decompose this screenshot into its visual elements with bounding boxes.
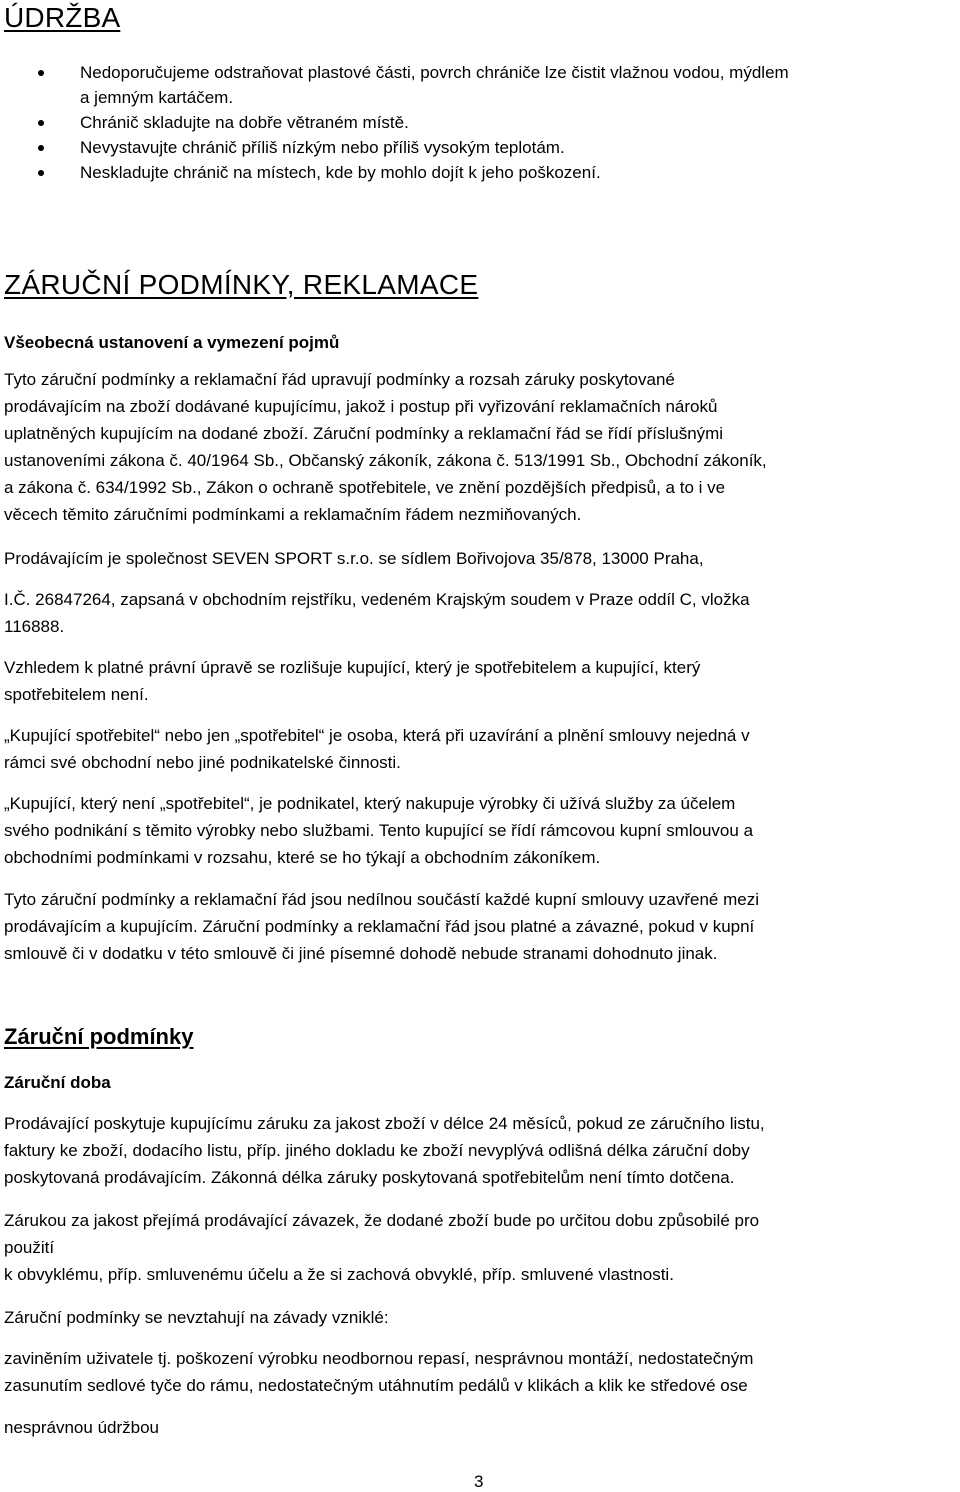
- text-line: 116888.: [4, 617, 65, 636]
- text-line: „Kupující, který není „spotřebitel“, je podnikatel, který nakupuje výrobky či užívá služby za účelem: [4, 794, 736, 813]
- bullet-icon: [38, 70, 44, 76]
- warranty-period-heading: Záruční doba: [4, 1073, 111, 1092]
- list-item-text: Nevystavujte chránič příliš nízkým nebo příliš vysokým teplotám.: [80, 138, 565, 157]
- list-item: [0, 110, 960, 135]
- paragraph-improper-maintenance: nesprávnou údržbou: [4, 1418, 160, 1437]
- maintenance-heading: ÚDRŽBA: [4, 2, 121, 33]
- text-line: rámci své obchodní nebo jiné podnikatelské činnosti.: [4, 753, 401, 772]
- list-item-text: Neskladujte chránič na místech, kde by mohlo dojít k jeho poškození.: [80, 163, 601, 182]
- list-item-text: Chránič skladujte na dobře větraném místě.: [80, 113, 409, 132]
- list-item: [0, 160, 960, 185]
- list-item: [0, 135, 960, 160]
- general-provisions-heading: Všeobecná ustanovení a vymezení pojmů: [4, 333, 340, 352]
- list-item-text: Nedoporučujeme odstraňovat plastové části, povrch chrániče lze čistit vlažnou vodou, mýdlem: [80, 63, 789, 82]
- paragraph-seller: Prodávajícím je společnost SEVEN SPORT s.r.o. se sídlem Bořivojova 35/878, 13000 Praha,: [4, 549, 704, 568]
- page-number: 3: [474, 1472, 484, 1491]
- text-line: Tyto záruční podmínky a reklamační řád jsou nedílnou součástí každé kupní smlouvy uzavřené mezi: [4, 890, 759, 909]
- text-line: zaviněním uživatele tj. poškození výrobku neodbornou repasí, nesprávnou montáží, nedostatečným: [4, 1349, 754, 1368]
- text-line: I.Č. 26847264, zapsaná v obchodním rejstříku, vedeném Krajským soudem v Praze oddíl C, vložka: [4, 590, 750, 609]
- bullet-icon: [38, 120, 44, 126]
- text-line: použití: [4, 1238, 55, 1257]
- warranty-heading: ZÁRUČNÍ PODMÍNKY, REKLAMACE: [4, 269, 479, 300]
- paragraph-consumer-definition: [4, 722, 944, 776]
- paragraph-registration: [4, 586, 944, 640]
- text-line: ustanoveními zákona č. 40/1964 Sb., Občanský zákoník, zákona č. 513/1991 Sb., Obchodní zákoník,: [4, 451, 767, 470]
- paragraph-contract-part: [4, 886, 944, 967]
- warranty-conditions-heading: Záruční podmínky: [4, 1024, 194, 1049]
- text-line: zasunutím sedlové tyče do rámu, nedostatečným utáhnutím pedálů v klikách a klik ke středové ose: [4, 1376, 748, 1395]
- text-line: poskytovaná prodávajícím. Zákonná délka záruky poskytovaná spotřebitelům není tímto dotčena.: [4, 1168, 735, 1187]
- maintenance-list: [0, 60, 960, 185]
- text-line: spotřebitelem není.: [4, 685, 149, 704]
- text-line: prodávajícím a kupujícím. Záruční podmínky a reklamační řád jsou platné a závazné, pokud v kupní: [4, 917, 755, 936]
- text-line: Vzhledem k platné právní úpravě se rozlišuje kupující, který je spotřebitelem a kupující, který: [4, 658, 701, 677]
- bullet-icon: [38, 145, 44, 151]
- text-line: „Kupující spotřebitel“ nebo jen „spotřebitel“ je osoba, která při uzavírání a plnění smlouvy nejedná v: [4, 726, 750, 745]
- text-line: a zákona č. 634/1992 Sb., Zákon o ochraně spotřebitele, ve znění pozdějších předpisů, a to i ve: [4, 478, 726, 497]
- text-line: Zárukou za jakost přejímá prodávající závazek, že dodané zboží bude po určitou dobu způsobilé pro: [4, 1211, 760, 1230]
- list-item-text-continued: a jemným kartáčem.: [80, 88, 234, 107]
- list-item: [0, 60, 960, 110]
- paragraph-buyer-types: [4, 654, 944, 708]
- text-line: Tyto záruční podmínky a reklamační řád upravují podmínky a rozsah záruky poskytované: [4, 370, 675, 389]
- paragraph-warranty-period: [4, 1110, 944, 1191]
- text-line: smlouvě či v dodatku v této smlouvě či jiné písemné dohodě nebude stranami dohodnuto jinak.: [4, 944, 718, 963]
- text-line: uplatněných kupujícím na dodané zboží. Záruční podmínky a reklamační řád se řídí příslušnými: [4, 424, 724, 443]
- text-line: prodávajícím na zboží dodávané kupujícímu, jakož i postup při vyřizování reklamačních nároků: [4, 397, 718, 416]
- text-line: Prodávající poskytuje kupujícímu záruku za jakost zboží v délce 24 měsíců, pokud ze záručního listu,: [4, 1114, 765, 1133]
- paragraph-quality-guarantee: [4, 1207, 944, 1288]
- paragraph-business-buyer: [4, 790, 944, 871]
- text-line: věcech těmito záručními podmínkami a reklamačním řádem nezmiňovaných.: [4, 505, 582, 524]
- paragraph-scope: [4, 366, 944, 528]
- text-line: k obvyklému, příp. smluvenému účelu a že si zachová obvyklé, příp. smluvené vlastnosti.: [4, 1265, 674, 1284]
- text-line: obchodními podmínkami v rozsahu, které se ho týkají a obchodním zákoníkem.: [4, 848, 601, 867]
- paragraph-user-fault: [4, 1345, 944, 1399]
- text-line: svého podnikání s těmito výrobky nebo službami. Tento kupující se řídí rámcovou kupní smlouvou a: [4, 821, 754, 840]
- paragraph-exclusions-intro: Záruční podmínky se nevztahují na závady vzniklé:: [4, 1308, 389, 1327]
- text-line: faktury ke zboží, dodacího listu, příp. jiného dokladu ke zboží nevyplývá odlišná délka záruční doby: [4, 1141, 750, 1160]
- bullet-icon: [38, 170, 44, 176]
